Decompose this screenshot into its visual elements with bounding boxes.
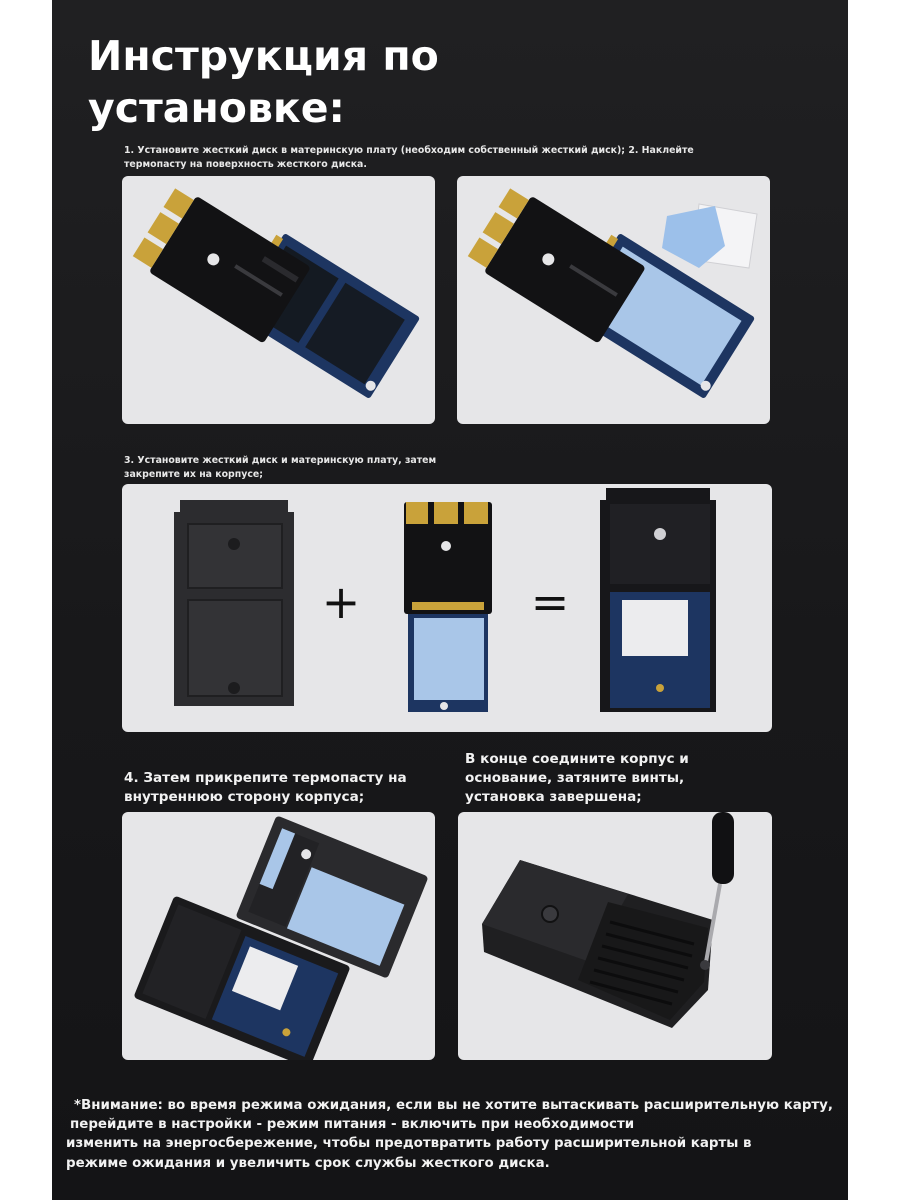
title-line-1: Инструкция по [88, 32, 439, 80]
step-5-photo [458, 812, 772, 1060]
adapter-and-ssd [404, 502, 492, 712]
note-line-4: режиме ожидания и увеличить срок службы жесткого диска. [66, 1155, 550, 1171]
note-line-3: изменить на энергосбережение, чтобы предотвратить работу расширительной карты в [66, 1136, 752, 1152]
thermal-pad-sheet [662, 204, 757, 268]
step-1-2-caption [124, 144, 764, 172]
step-4-photo [122, 812, 435, 1060]
equals-sign: = [530, 575, 570, 629]
step-1-2-line-2: термопасту на поверхность жесткого диска. [124, 159, 367, 170]
step-2-photo [457, 176, 770, 424]
step-3-photo [122, 484, 772, 732]
step-5-caption [465, 750, 765, 807]
plus-sign: + [321, 575, 361, 629]
page-title [88, 30, 648, 134]
step-5-line-3: установка завершена; [465, 789, 642, 805]
step-3-line-2: закрепите их на корпусе; [124, 469, 264, 480]
standby-warning-note [66, 1096, 846, 1173]
step-1-photo [122, 176, 435, 424]
title-line-2: установке: [88, 84, 345, 132]
note-line-2: перейдите в настройки - режим питания - включить при необходимости [70, 1117, 635, 1133]
step-3-line-1: 3. Установите жесткий диск и материнскую плату, затем [124, 455, 437, 466]
step-4-caption [124, 769, 424, 807]
step-3-caption [124, 454, 524, 482]
closed-enclosure [482, 860, 713, 1028]
step-1-2-line-1: 1. Установите жесткий диск в материнскую плату (необходим собственный жесткий диск); 2. Наклейте [124, 145, 694, 156]
step-5-line-1: В конце соедините корпус и [465, 751, 689, 767]
step-4-line-1: 4. Затем прикрепите термопасту на [124, 770, 407, 786]
assembled-module [600, 488, 716, 712]
step-4-line-2: внутреннюю сторону корпуса; [124, 789, 365, 805]
step-5-line-2: основание, затяните винты, [465, 770, 685, 786]
note-line-1: *Внимание: во время режима ожидания, если вы не хотите вытаскивать расширительную карту, [74, 1098, 833, 1113]
case-base [174, 500, 294, 706]
